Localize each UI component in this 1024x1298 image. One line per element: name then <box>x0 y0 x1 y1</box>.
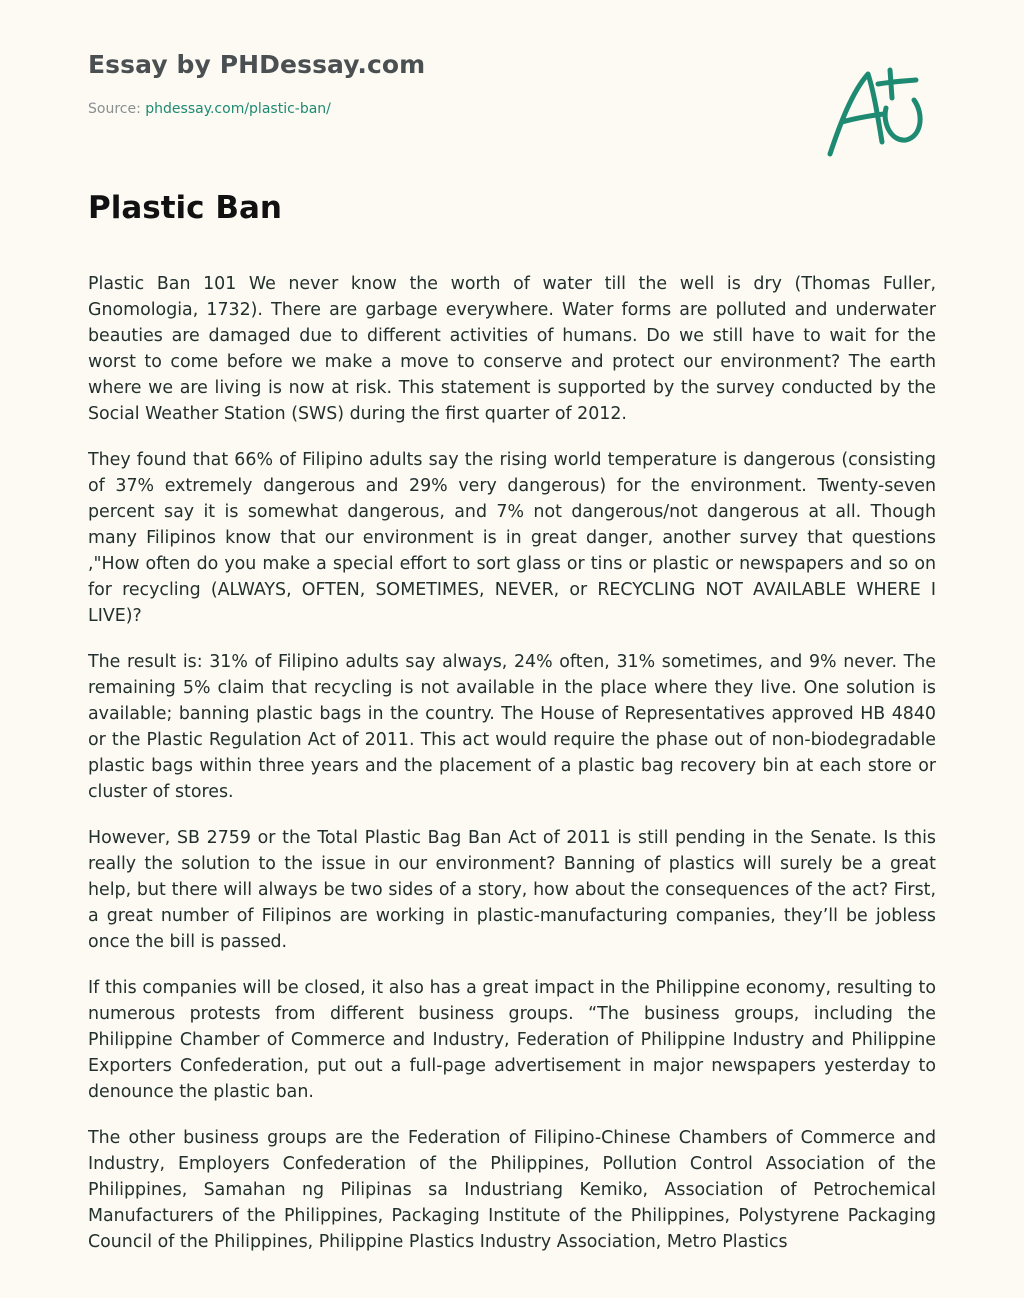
source-label: Source: <box>88 101 141 117</box>
essay-paragraph: The result is: 31% of Filipino adults say always, 24% often, 31% sometimes, and 9% never. The remaining 5% claim that recycling is not available in the place where they live. One solution is available; banning plastic bags in the country. The House of Representatives approved HB 4840 or the Plastic Regulation Act of 2011. This act would require the phase out of non-biodegradable plastic bags within three years and the placement of a plastic bag recovery bin at each store or cluster of stores. <box>88 652 936 802</box>
site-title: Essay by PHDessay.com <box>88 50 426 79</box>
page-title: Plastic Ban <box>88 190 282 226</box>
source-link[interactable]: phdessay.com/plastic-ban/ <box>145 101 331 117</box>
source-line <box>88 101 331 117</box>
essay-paragraph: They found that 66% of Filipino adults say the rising world temperature is dangerous (consisting of 37% extremely dangerous and 29% very dangerous) for the environment. Twenty-seven percent say it is somewhat dangerous, and 7% not dangerous/not dangerous at all. Though many Filipinos know that our environment is in great danger, another survey that questions ,"How often do you make a special effort to sort glass or tins or plastic or newspapers and so on for recycling (ALWAYS, OFTEN, SOMETIMES, NEVER, or RECYCLING NOT AVAILABLE WHERE I LIVE)? <box>88 450 936 626</box>
essay-paragraph: Plastic Ban 101 We never know the worth of water till the well is dry (Thomas Fuller, Gnomologia, 1732). There are garbage everywhere. Water forms are polluted and underwater beauties are damaged due to different activities of humans. Do we still have to wait for the worst to come before we make a move to conserve and protect our environment? The earth where we are living is now at risk. This statement is supported by the survey conducted by the Social Weather Station (SWS) during the first quarter of 2012. <box>88 274 936 424</box>
essay-paragraph: The other business groups are the Federation of Filipino-Chinese Chambers of Commerce and Industry, Employers Confederation of the Philippines, Pollution Control Association of the Philippines, Samahan ng Pilipinas sa Industriang Kemiko, Association of Petrochemical Manufacturers of the Philippines, Packaging Institute of the Philippines, Polystyrene Packaging Council of the Philippines, Philippine Plastics Industry Association, Metro Plastics <box>88 1128 936 1252</box>
a-plus-logo-icon <box>820 62 930 162</box>
essay-body <box>88 271 936 1252</box>
essay-paragraph: If this companies will be closed, it also has a great impact in the Philippine economy, resulting to numerous protests from different business groups. “The business groups, including the Philippine Chamber of Commerce and Industry, Federation of Philippine Industry and Philippine Exporters Confederation, put out a full-page advertisement in major newspapers yesterday to denounce the plastic ban. <box>88 978 936 1102</box>
essay-paragraph: However, SB 2759 or the Total Plastic Bag Ban Act of 2011 is still pending in the Senate. Is this really the solution to the issue in our environment? Banning of plastics will surely be a great help, but there will always be two sides of a story, how about the consequences of the act? First, a great number of Filipinos are working in plastic-manufacturing companies, they’ll be jobless once the bill is passed. <box>88 828 936 952</box>
